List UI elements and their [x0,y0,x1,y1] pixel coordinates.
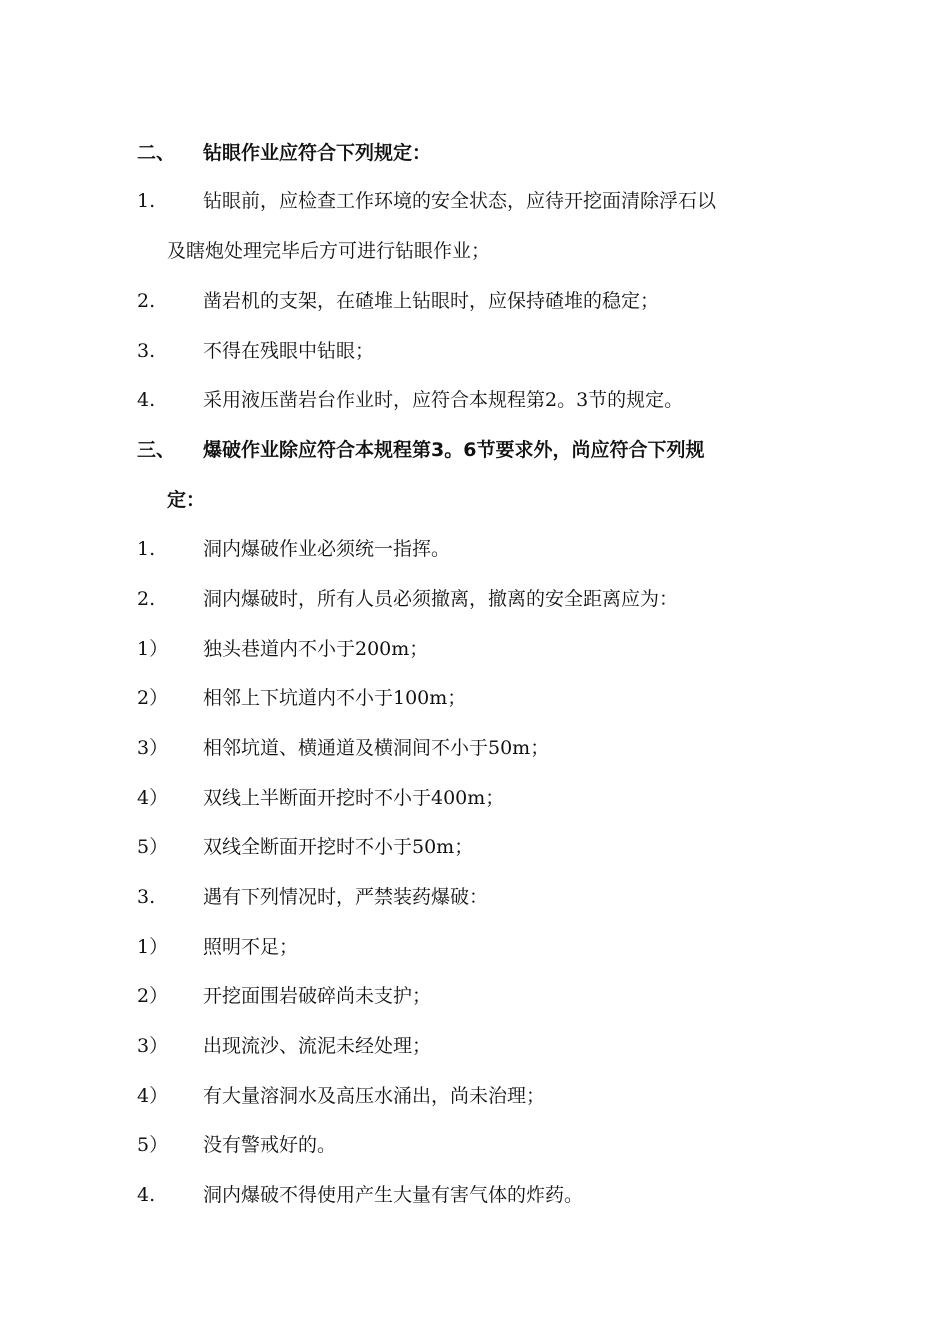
item-number: 3） [137,737,169,759]
item-number: 1. [137,190,156,212]
list-item [0,624,950,674]
item-number: 4） [137,787,169,809]
item-number: 4. [137,389,156,411]
item-text: 钻眼前，应检查工作环境的安全状态，应待开挖面清除浮石以 [203,190,717,212]
section-title-continuation: 定： [167,489,206,511]
item-number: 4. [137,1184,156,1206]
item-text: 遇有下列情况时，严禁装药爆破： [203,886,489,908]
list-item [0,773,950,823]
list-item [0,1071,950,1121]
item-text: 照明不足； [203,936,299,958]
list-item [0,1170,950,1220]
item-number: 3. [137,340,156,362]
item-text: 相邻坑道、横通道及横洞间不小于50m； [203,737,550,759]
item-number: 2） [137,687,169,709]
section-number: 二、 [137,142,176,164]
item-text: 有大量溶洞水及高压水涌出，尚未治理； [203,1085,546,1107]
item-number: 1） [137,638,169,660]
item-number: 4） [137,1085,169,1107]
list-item [0,375,950,425]
list-item [0,1021,950,1071]
item-text: 出现流沙、流泥未经处理； [203,1035,432,1057]
item-number: 3） [137,1035,169,1057]
list-item [0,524,950,574]
item-number: 5） [137,1134,169,1156]
list-item [0,1120,950,1170]
item-number: 2. [137,290,156,312]
item-text: 双线全断面开挖时不小于50m； [203,836,474,858]
list-item [0,922,950,972]
section-heading-continuation [0,475,950,525]
item-text: 相邻上下坑道内不小于100m； [203,687,467,709]
item-number: 2. [137,588,156,610]
list-item [0,723,950,773]
list-item [0,176,950,226]
section-title: 爆破作业除应符合本规程第3。6节要求外，尚应符合下列规 [203,439,705,461]
section-heading [0,128,950,178]
item-text: 双线上半断面开挖时不小于400m； [203,787,505,809]
list-item [0,326,950,376]
list-item-continuation [0,226,950,276]
list-item [0,872,950,922]
item-text: 不得在残眼中钻眼； [203,340,375,362]
item-text: 没有警戒好的。 [203,1134,337,1156]
item-text: 洞内爆破不得使用产生大量有害气体的炸药。 [203,1184,584,1206]
list-item [0,822,950,872]
list-item [0,673,950,723]
section-heading [0,425,950,475]
section-title: 钻眼作业应符合下列规定： [203,142,432,164]
item-text: 洞内爆破时，所有人员必须撤离，撤离的安全距离应为： [203,588,679,610]
item-text-continuation: 及瞎炮处理完毕后方可进行钻眼作业； [167,240,491,262]
item-text: 凿岩机的支架，在碴堆上钻眼时，应保持碴堆的稳定； [203,290,660,312]
list-item [0,574,950,624]
item-text: 开挖面围岩破碎尚未支护； [203,985,432,1007]
item-number: 1. [137,538,156,560]
list-item [0,276,950,326]
section-number: 三、 [137,439,176,461]
item-number: 3. [137,886,156,908]
item-text: 独头巷道内不小于200m； [203,638,429,660]
item-number: 2） [137,985,169,1007]
item-text: 采用液压凿岩台作业时，应符合本规程第2。3节的规定。 [203,389,684,411]
list-item [0,971,950,1021]
item-text: 洞内爆破作业必须统一指挥。 [203,538,451,560]
item-number: 5） [137,836,169,858]
item-number: 1） [137,936,169,958]
